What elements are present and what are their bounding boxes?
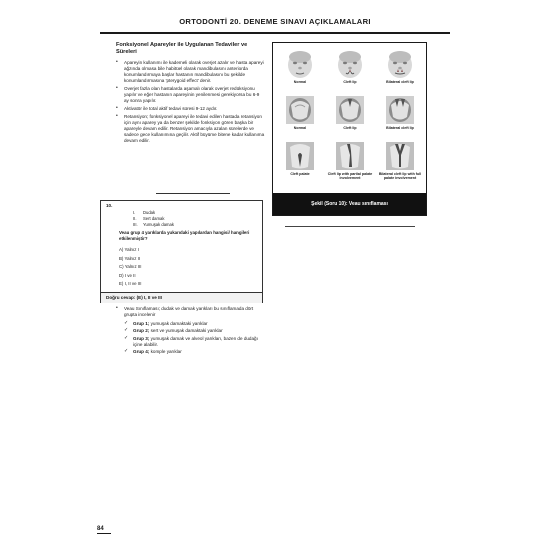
figure-cell [327, 141, 373, 180]
group-description: yumuşak damaktaki yarıklar [149, 320, 208, 326]
page-number: 84 [97, 526, 104, 532]
answer-option-e[interactable]: E) I, II ve III [119, 281, 142, 286]
figure-label: Bilateral cleft lip [386, 126, 414, 130]
item-numeral: III. [133, 222, 138, 228]
figure-label: Cleft lip with partial palate involvement [327, 172, 373, 181]
question-item [133, 222, 174, 228]
question-number: 10. [106, 203, 113, 208]
figure-cell [277, 95, 323, 130]
figure-caption: Şekil (Soru 10): Veau sınıflaması [273, 193, 426, 215]
figure-cell [377, 95, 423, 130]
answer-option-a[interactable]: A) Yalnız I [119, 247, 139, 252]
figure-cell [377, 49, 423, 84]
group-description: yumuşak damak ve alveol yarıkları, bazen de dudağı içine alabilir. [133, 335, 258, 347]
page-number-rule [97, 533, 111, 534]
veau-group-3 [100, 336, 265, 348]
left-column [100, 42, 265, 146]
figure-label: Cleft lip [343, 80, 357, 84]
item-text: Yumuşak damak [143, 222, 174, 228]
figure-cell [277, 49, 323, 84]
baby-face-image [335, 49, 365, 79]
baby-face-image [285, 49, 315, 79]
oral-cavity-image [285, 95, 315, 125]
veau-group-list [100, 321, 265, 355]
page-title: ORTODONTİ 20. DENEME SINAVI AÇIKLAMALARI [179, 17, 371, 26]
oral-cavity-image [385, 95, 415, 125]
palate-image [285, 141, 315, 171]
group-name: Grup 1; [133, 320, 150, 326]
palate-image [385, 141, 415, 171]
veau-group-1 [100, 321, 265, 327]
baby-face-image [385, 49, 415, 79]
explanation-block [100, 306, 265, 356]
answer-options [119, 246, 142, 289]
veau-classification-figure [272, 42, 427, 216]
figure-label: Bilateral cleft lip with full palate involvement [378, 172, 422, 181]
figure-label: Normal [293, 80, 307, 84]
bullet-item: • Retansiyon; fonksiyonel apareyi ile tedavi edilen hastada retansiyon için aynı aparey ya da benzer şekilde fonksiyon gören başka bir apareyle devam edilir. Retansiyon amacıyla azalan sürelerde ve sadece gece kullanımına geçilir. Aktif büyüme bitene kadar kullanıma devam edilir. [100, 114, 265, 144]
item-text: Sert damak [143, 216, 165, 222]
oral-cavity-image [335, 95, 365, 125]
item-text: Dudak [143, 210, 156, 215]
correct-answer: Doğru cevap: (E) I, II ve III [101, 292, 262, 303]
group-description: komple yarıklar [149, 348, 182, 354]
answer-option-b[interactable]: B) Yalnız II [119, 255, 141, 261]
figure-label: Normal [293, 126, 307, 130]
palate-image [335, 141, 365, 171]
checkmark-icon: ✓ [124, 347, 129, 354]
question-stem: Veau grup 4 yarıklarda yukarıdaki yapılardan hangisi/ hangileri etkilenmiştir? [119, 230, 250, 241]
figure-cell [327, 49, 373, 84]
item-numeral: I. [133, 210, 136, 215]
section-title: Fonksiyonel Apareyler ile Uygulanan Tedaviler ve Süreleri [116, 42, 248, 55]
veau-group-4 [100, 349, 265, 355]
group-name: Grup 2; [133, 328, 150, 334]
checkmark-icon: ✓ [124, 327, 129, 334]
section-bullet-list [100, 60, 265, 144]
figure-label: Bilateral cleft lip [386, 80, 414, 84]
group-name: Grup 4; [133, 348, 150, 354]
group-name: Grup 3; [133, 335, 150, 341]
figure-label: Cleft lip [343, 126, 357, 130]
figure-cell [277, 141, 323, 176]
section-divider [156, 193, 230, 194]
question-item-list [133, 210, 174, 229]
bullet-item: • Apareyin kullanımı ile kademeli olarak overjet azalır ve hasta apareyi ağzında olmasa bile habitüel olarak mandibulasını anteriorda konumlandırmaya başlar hastanın mandibulasını bu şekilde konumlandırmasına 'pterygoid effect' denir. [100, 60, 265, 84]
figure-cell [377, 141, 423, 180]
answer-option-c[interactable]: C) Yalnız III [119, 264, 142, 269]
checkmark-icon: ✓ [124, 319, 129, 326]
checkmark-icon: ✓ [124, 334, 129, 341]
column-divider [285, 226, 415, 227]
bullet-item: • Aktivatör ile total aktif tedavi süresi 9-12 aydır. [100, 106, 265, 112]
figure-label: Cleft palate [290, 172, 310, 176]
veau-group-2 [100, 328, 265, 334]
group-description: sert ve yumuşak damaktaki yarıklar [149, 328, 223, 334]
question-box [100, 200, 263, 303]
page-header [100, 14, 450, 34]
figure-cell [327, 95, 373, 130]
bullet-item: • Overjet fazla olan hastalarda aşamalı olarak overjet redüksiyonu yapılır ve eğer hastanın apareyinin yenilenmesi gerekiyorsa bu 6-9 ay sonra yapılır. [100, 86, 265, 104]
bullet-item: • Veau Sınıflaması; dudak ve damak yarıkları bu sınıflamada dört grupta incelenir [100, 306, 265, 318]
item-numeral: II. [133, 216, 137, 222]
answer-option-d[interactable]: D) I ve II [119, 272, 136, 278]
